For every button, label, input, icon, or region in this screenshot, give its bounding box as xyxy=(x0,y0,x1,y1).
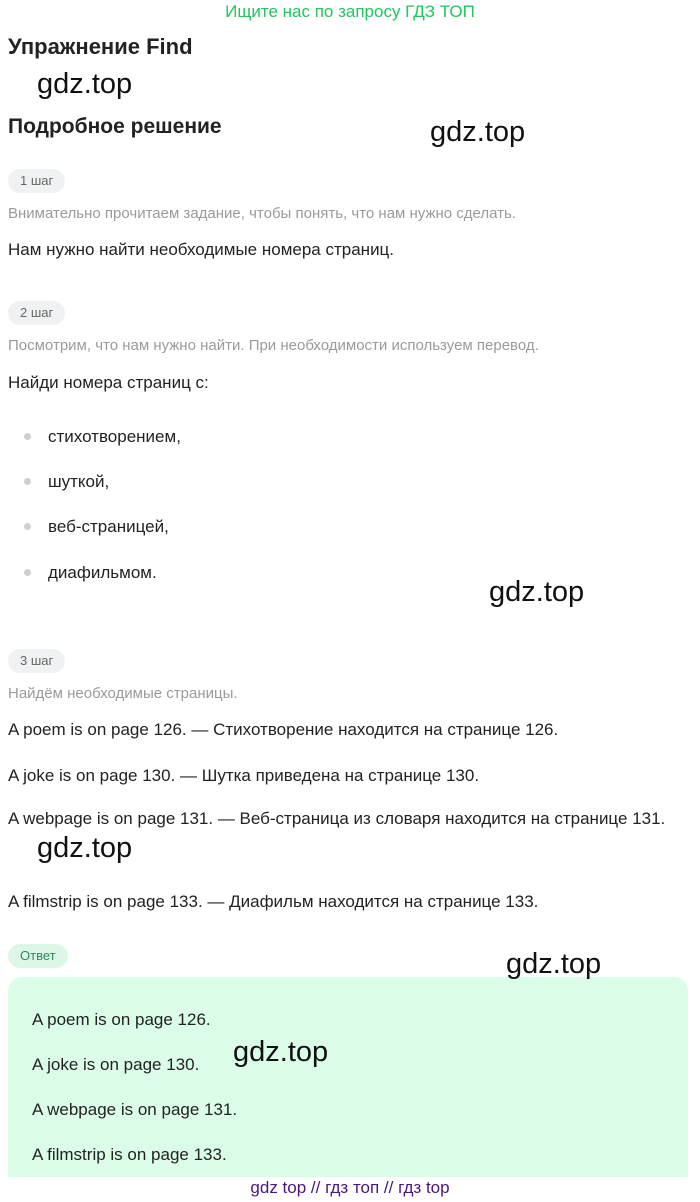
watermark: gdz.top xyxy=(233,1036,329,1068)
step-1-hint: Внимательно прочитаем задание, чтобы понять, что нам нужно сделать. xyxy=(8,205,517,222)
step-2-badge: 2 шаг xyxy=(8,301,65,325)
answer-line: A poem is on page 126. xyxy=(32,1010,211,1029)
answer-line: A filmstrip is on page 133. xyxy=(32,1145,227,1164)
step-3-line: A joke is on page 130. — Шутка приведена на странице 130. xyxy=(8,766,480,785)
answer-badge: Ответ xyxy=(8,944,68,968)
step-3-hint: Найдём необходимые страницы. xyxy=(8,685,238,702)
step-1-badge: 1 шаг xyxy=(8,169,65,193)
watermark: gdz.top xyxy=(506,948,602,980)
solution-heading: Подробное решение xyxy=(8,115,222,138)
answer-line: A webpage is on page 131. xyxy=(32,1100,238,1119)
bullet-icon xyxy=(24,523,31,530)
step-3-line: A poem is on page 126. — Стихотворение находится на странице 126. xyxy=(8,720,559,739)
watermark: gdz.top xyxy=(37,68,133,100)
bullet-icon xyxy=(24,433,31,440)
watermark: gdz.top xyxy=(489,576,585,608)
step-2-hint: Посмотрим, что нам нужно найти. При необходимости используем перевод. xyxy=(8,337,539,354)
step-2-text: Найди номера страниц с: xyxy=(8,373,209,392)
top-banner: Ищите нас по запросу ГДЗ ТОП xyxy=(225,2,475,21)
list-item: стихотворением, xyxy=(48,427,181,446)
list-item: диафильмом. xyxy=(48,563,157,582)
watermark: gdz.top xyxy=(37,832,133,864)
exercise-title: Упражнение Find xyxy=(8,34,193,59)
footer-links[interactable]: gdz top // гдз топ // гдз top xyxy=(0,1177,700,1202)
answer-line: A joke is on page 130. xyxy=(32,1055,200,1074)
step-1-text: Нам нужно найти необходимые номера страниц. xyxy=(8,240,395,259)
bullet-icon xyxy=(24,478,31,485)
watermark: gdz.top xyxy=(430,116,526,148)
step-3-badge: 3 шаг xyxy=(8,649,65,673)
list-item: шуткой, xyxy=(48,472,110,491)
step-3-line: A filmstrip is on page 133. — Диафильм находится на странице 133. xyxy=(8,892,539,911)
list-item: веб-страницей, xyxy=(48,517,169,536)
bullet-icon xyxy=(24,569,31,576)
step-3-line: A webpage is on page 131. — Веб-страница из словаря находится на странице 131. xyxy=(8,809,666,828)
